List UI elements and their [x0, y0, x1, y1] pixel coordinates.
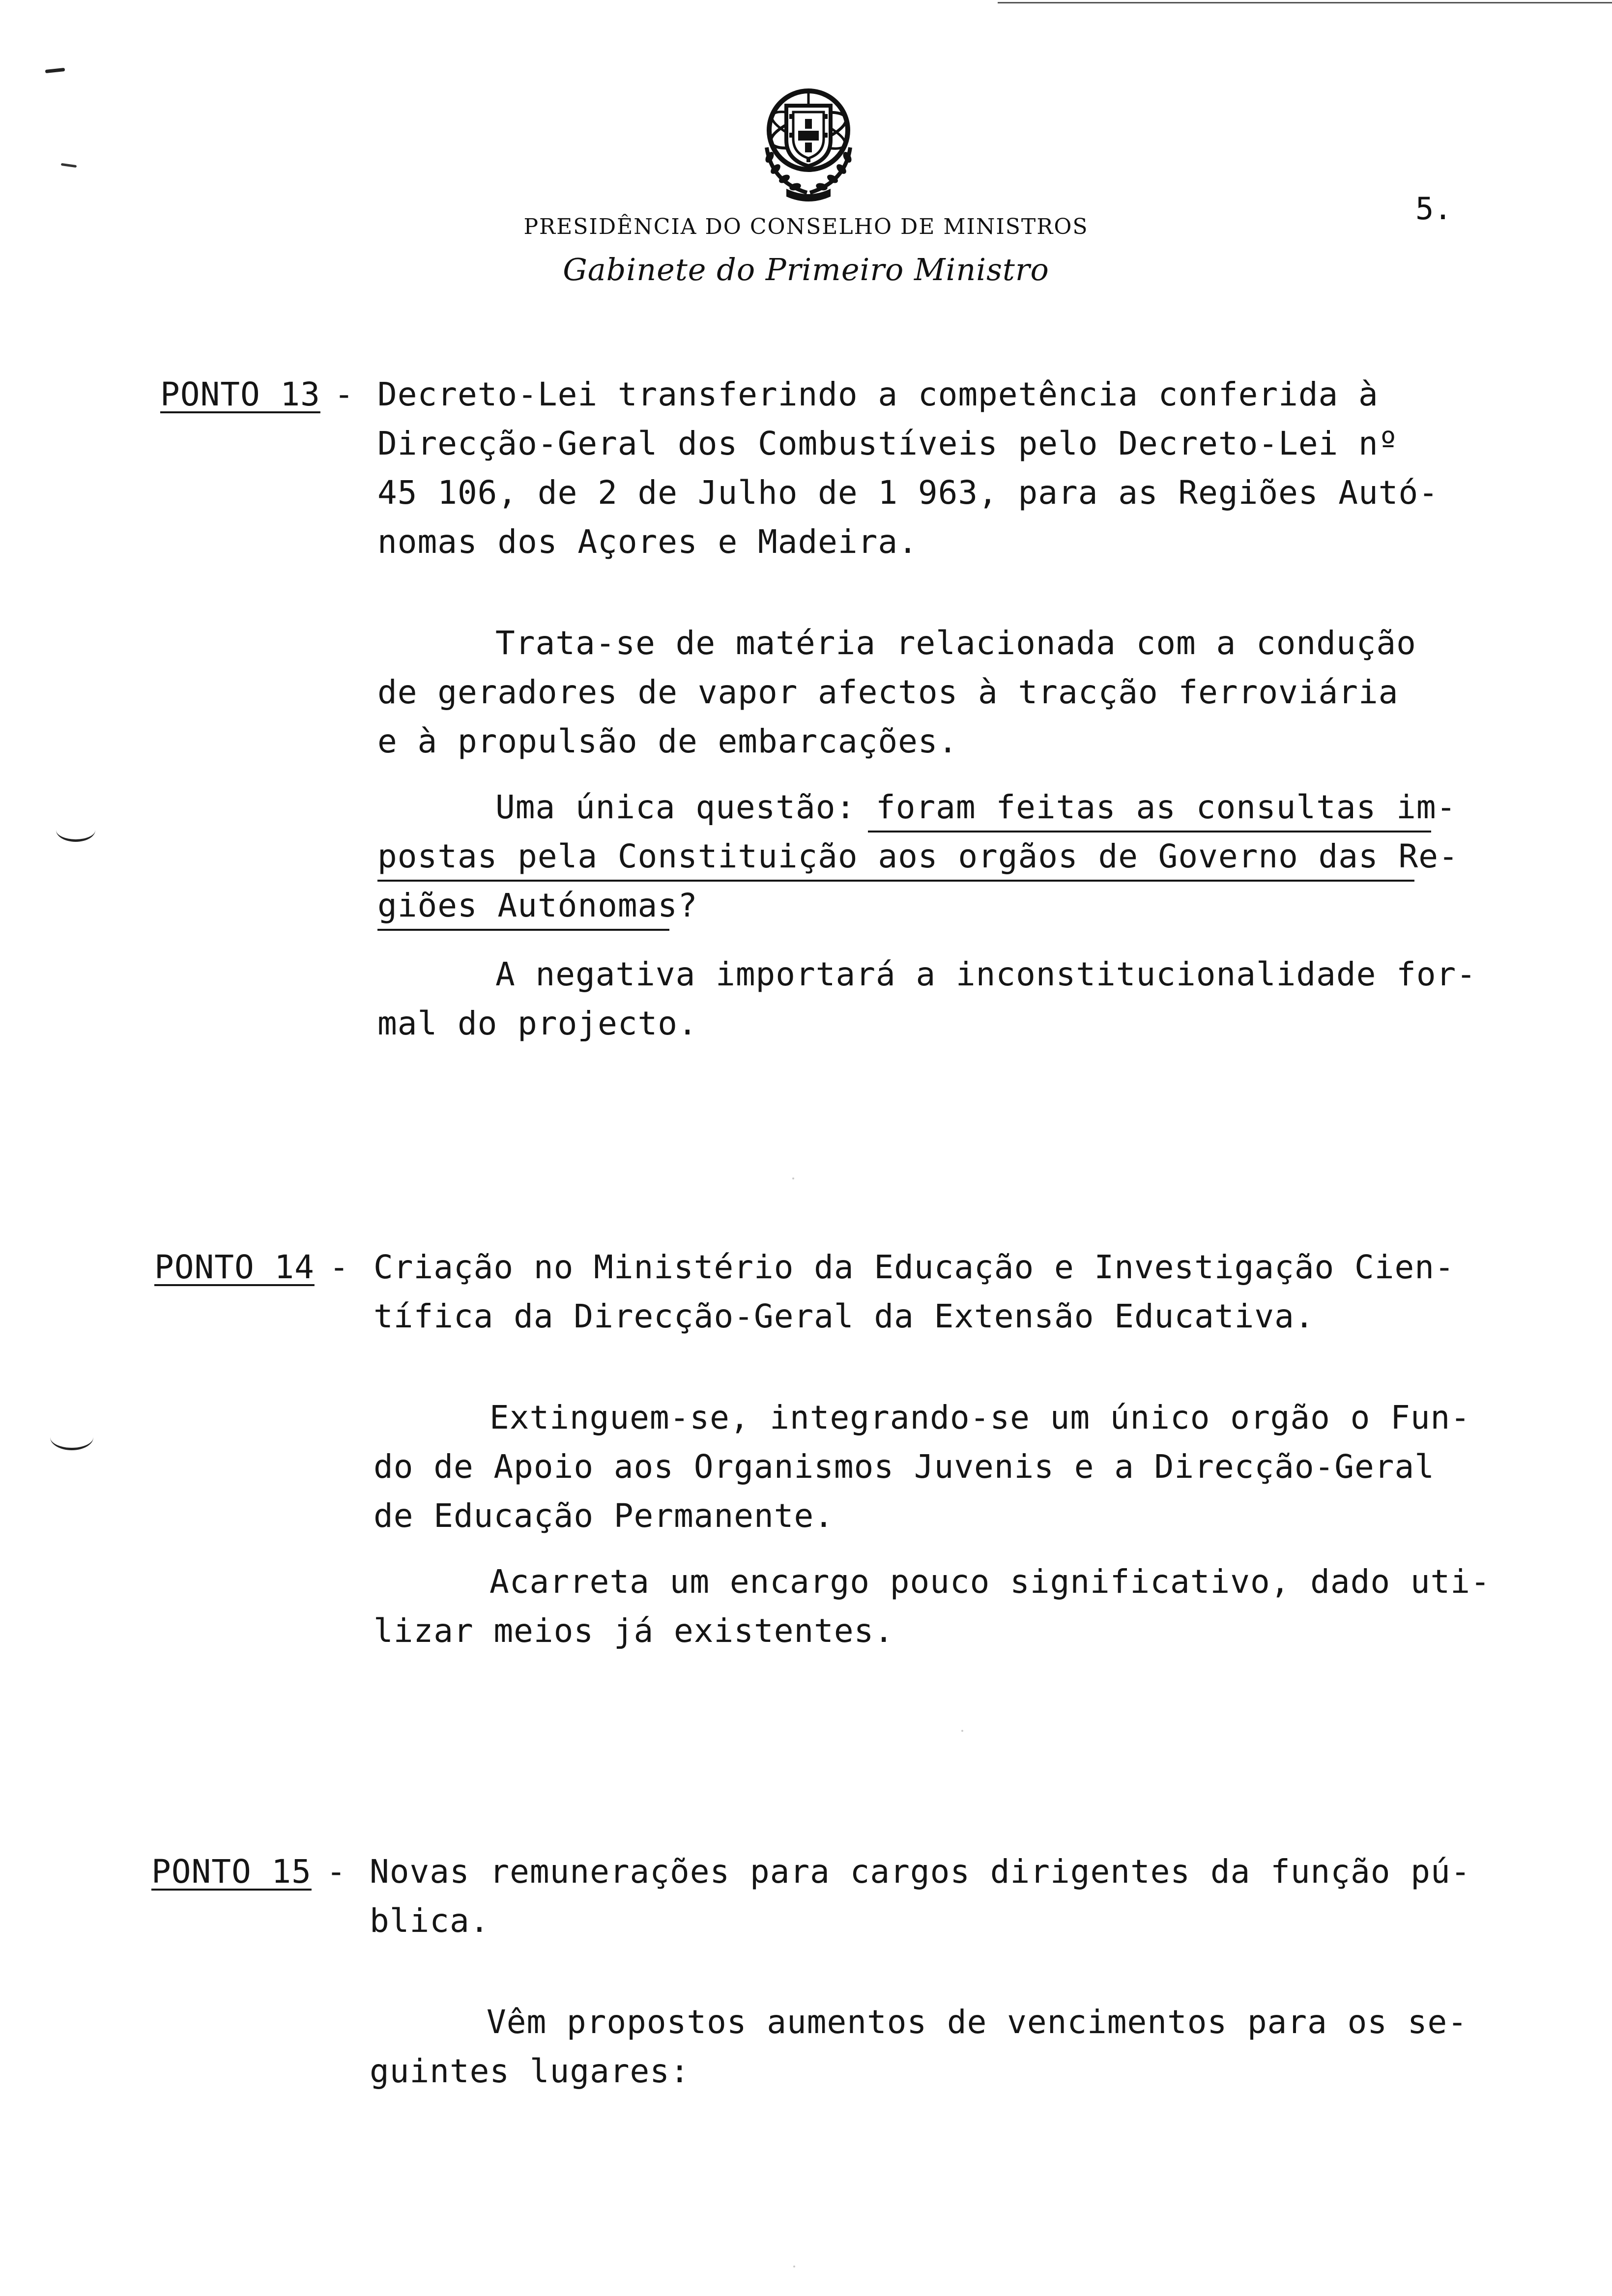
section-label: PONTO 15	[151, 1853, 312, 1891]
label-dash: -	[329, 1248, 349, 1286]
paragraph-line: Trata-se de matéria relacionada com a condução	[495, 624, 1416, 662]
paragraph-line: mal do projecto.	[377, 1004, 698, 1042]
paragraph-line: Vêm propostos aumentos de vencimentos para os se-	[487, 2003, 1468, 2041]
paragraph-line: postas pela Constituição aos orgãos de Governo das Re-	[377, 837, 1459, 875]
page-edge-rule	[998, 2, 1612, 3]
coat-of-arms-icon	[752, 84, 865, 201]
paragraph-line: Acarreta um encargo pouco significativo, dado uti-	[489, 1563, 1491, 1601]
question-underline	[377, 929, 669, 931]
title-line: tífica da Direcção-Geral da Extensão Educativa.	[374, 1297, 1315, 1335]
scan-mark	[56, 822, 95, 842]
paragraph-line: giões Autónomas?	[377, 887, 698, 924]
title-line: Criação no Ministério da Educação e Investigação Cien-	[374, 1248, 1455, 1286]
page-number: 5.	[1415, 191, 1452, 227]
section-label: PONTO 13	[160, 375, 320, 413]
scan-mark	[50, 1430, 93, 1450]
paragraph-line: guintes lugares:	[370, 2052, 690, 2090]
paragraph-line: de Educação Permanente.	[374, 1497, 834, 1535]
title-line: nomas dos Açores e Madeira.	[377, 523, 918, 561]
scan-speck	[961, 1730, 963, 1732]
paragraph-line: A negativa importará a inconstitucionalidade for-	[495, 955, 1477, 993]
paragraph-line: lizar meios já existentes.	[374, 1612, 894, 1650]
cabinet-signature: Gabinete do Primeiro Ministro	[563, 252, 1049, 287]
label-dash: -	[334, 375, 354, 413]
title-line: blica.	[370, 1902, 490, 1940]
scan-mark	[45, 68, 65, 73]
office-title: PRESIDÊNCIA DO CONSELHO DE MINISTROS	[523, 214, 1089, 239]
paragraph-line: Extinguem-se, integrando-se um único orgão o Fun-	[489, 1399, 1471, 1436]
title-line: Direcção-Geral dos Combustíveis pelo Decreto-Lei nº	[377, 425, 1399, 462]
scan-mark	[61, 163, 77, 168]
paragraph-line: de geradores de vapor afectos à tracção ferroviária	[377, 673, 1399, 711]
paragraph-line: e à propulsão de embarcações.	[377, 722, 958, 760]
question-underline	[868, 831, 1431, 832]
label-dash: -	[326, 1853, 346, 1891]
title-line: Novas remunerações para cargos dirigentes da função pú-	[370, 1853, 1471, 1891]
section-label: PONTO 14	[154, 1248, 315, 1286]
paragraph-line: Uma única questão: foram feitas as consultas im-	[495, 788, 1457, 826]
title-line: Decreto-Lei transferindo a competência conferida à	[377, 375, 1379, 413]
scan-speck	[792, 1177, 794, 1179]
title-line: 45 106, de 2 de Julho de 1 963, para as Regiões Autó-	[377, 474, 1439, 512]
question-underline	[377, 880, 1414, 882]
scan-speck	[793, 2266, 795, 2267]
paragraph-line: do de Apoio aos Organismos Juvenis e a Direcção-Geral	[374, 1448, 1435, 1486]
